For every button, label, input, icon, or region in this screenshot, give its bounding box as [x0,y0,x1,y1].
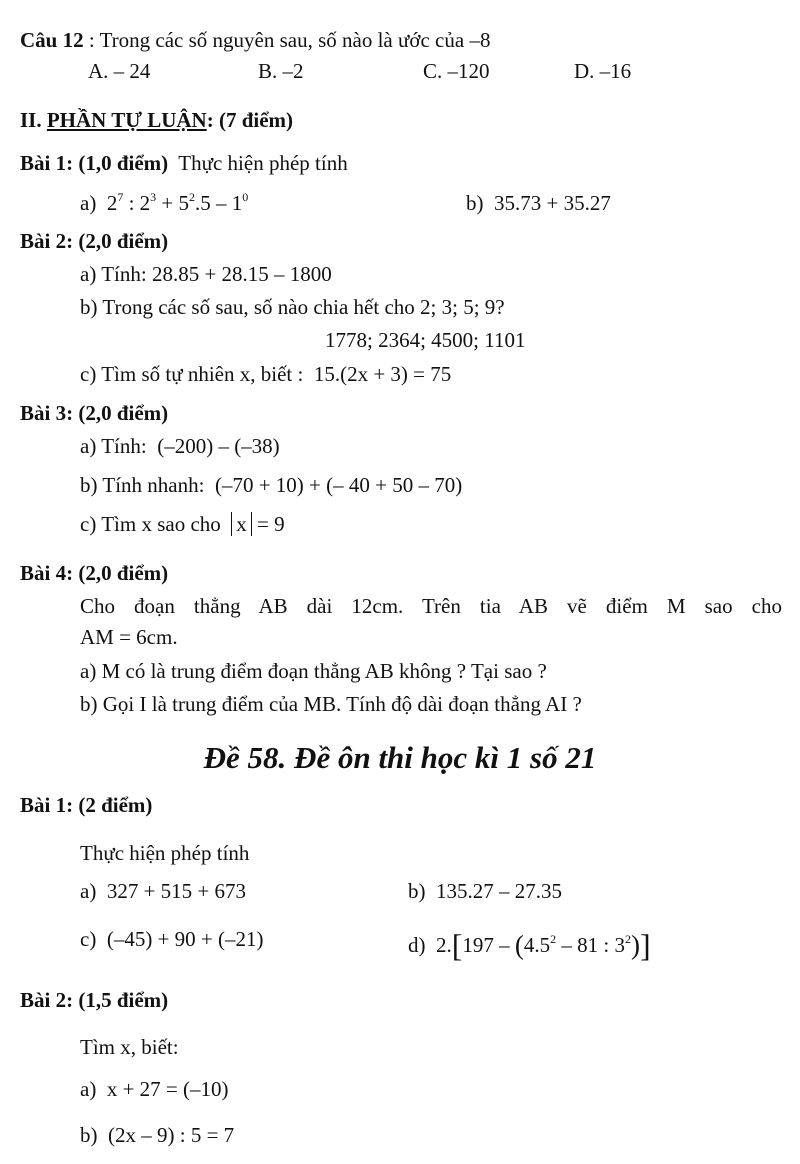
de58-bai1-a: a) 327 + 515 + 673 [80,879,247,903]
bai1-heading-row [20,153,348,174]
de58-bai2-a-expr: x + 27 = (–10) [106,1077,229,1101]
bai2-heading: Bài 2: (2,0 điểm) [20,229,169,253]
option-a: A. – 24 [88,59,151,83]
bai1-a-expr: $2^7$ : $2^3 + 5^2.5 - 1^0$ [106,190,249,215]
abs-value-x: x [231,512,252,536]
bai4-intro-line2: AM = 6cm. [80,625,178,649]
bai4-intro-line1: Cho đoạn thẳng AB dài 12cm. Trên tia AB vẽ điểm M sao cho [80,594,782,618]
bai1-b-label: b) [466,191,484,215]
option-c: C. –120 [423,59,490,83]
de58-bai2-instruction: Tìm x, biết: [80,1035,179,1059]
bai2-c: c) Tìm số tự nhiên x, biết : 15.(2x + 3) = 75 [80,362,452,386]
bai3-a-expr: (–200) – (–38) [157,434,280,458]
bai1-b-expr: 35.73 + 35.27 [494,191,611,215]
bai4-a: a) M có là trung điểm đoạn thẳng AB không ? Tại sao ? [80,659,547,683]
de58-bai1-c: c) (–45) + 90 + (–21) [80,927,264,951]
bai2-a: a) Tính: 28.85 + 28.15 – 1800 [80,262,332,286]
option-d: D. –16 [574,59,632,83]
de58-bai1-c-expr: (–45) + 90 + (–21) [106,927,264,951]
option-b: B. –2 [258,59,304,83]
de58-bai1-b: b) 135.27 – 27.35 [408,879,562,903]
de58-bai1-a-expr: 327 + 515 + 673 [106,879,247,903]
bai3-c: c) Tìm x sao cho x = 9 [80,512,285,536]
de58-bai1-d: d) $2.[197 - (4.5^2 - 81$ : $3^2$)] [408,927,651,963]
bai1-a-label: a) [80,191,97,215]
de58-bai1-b-expr: 135.27 – 27.35 [436,879,562,903]
de58-bai2-a: a) x + 27 = (–10) [80,1077,229,1101]
part-2-points: : (7 điểm) [206,108,294,132]
bai3-heading: Bài 3: (2,0 điểm) [20,401,169,425]
part-2-title: PHẦN TỰ LUẬN [46,108,207,132]
bai1-heading: Bài 1: (1,0 điểm) [20,151,169,175]
bai2-c-expr: 15.(2x + 3) = 75 [313,362,452,386]
question-12-label: Câu 12 [20,28,84,52]
question-12 [20,30,490,51]
de58-bai2-b-expr: (2x – 9) : 5 = 7 [108,1123,235,1147]
part-2-heading [20,110,293,131]
de58-bai2-heading: Bài 2: (1,5 điểm) [20,988,169,1012]
bai4-heading: Bài 4: (2,0 điểm) [20,561,169,585]
exam-title: Đề 58. Đề ôn thi học kì 1 số 21 [203,740,597,775]
bai3-b: b) Tính nhanh: (–70 + 10) + (– 40 + 50 – 70) [80,473,463,497]
bai2-numbers: 1778; 2364; 4500; 1101 [325,328,526,352]
de58-bai1-heading: Bài 1: (2 điểm) [20,793,153,817]
bai4-b: b) Gọi I là trung điểm của MB. Tính độ dài đoạn thẳng AI ? [80,692,582,716]
bai2-b: b) Trong các số sau, số nào chia hết cho 2; 3; 5; 9? [80,295,505,319]
bai1-a [80,190,249,215]
bai3-b-expr: (–70 + 10) + (– 40 + 50 – 70) [214,473,463,497]
bai3-a: a) Tính: (–200) – (–38) [80,434,280,458]
question-12-text: : Trong các số nguyên sau, số nào là ước của –8 [83,28,491,52]
de58-bai1-instruction: Thực hiện phép tính [80,841,250,865]
bai2-a-expr: 28.85 + 28.15 – 1800 [151,262,332,286]
bai1-instruction: Thực hiện phép tính [178,151,348,175]
de58-bai2-b: b) (2x – 9) : 5 = 7 [80,1123,235,1147]
bai1-b [466,193,611,214]
part-2-roman: II. [20,108,47,132]
de58-bai1-d-expr: $2.[197 - (4.5^2 - 81$ : $3^2$)] [436,927,651,963]
